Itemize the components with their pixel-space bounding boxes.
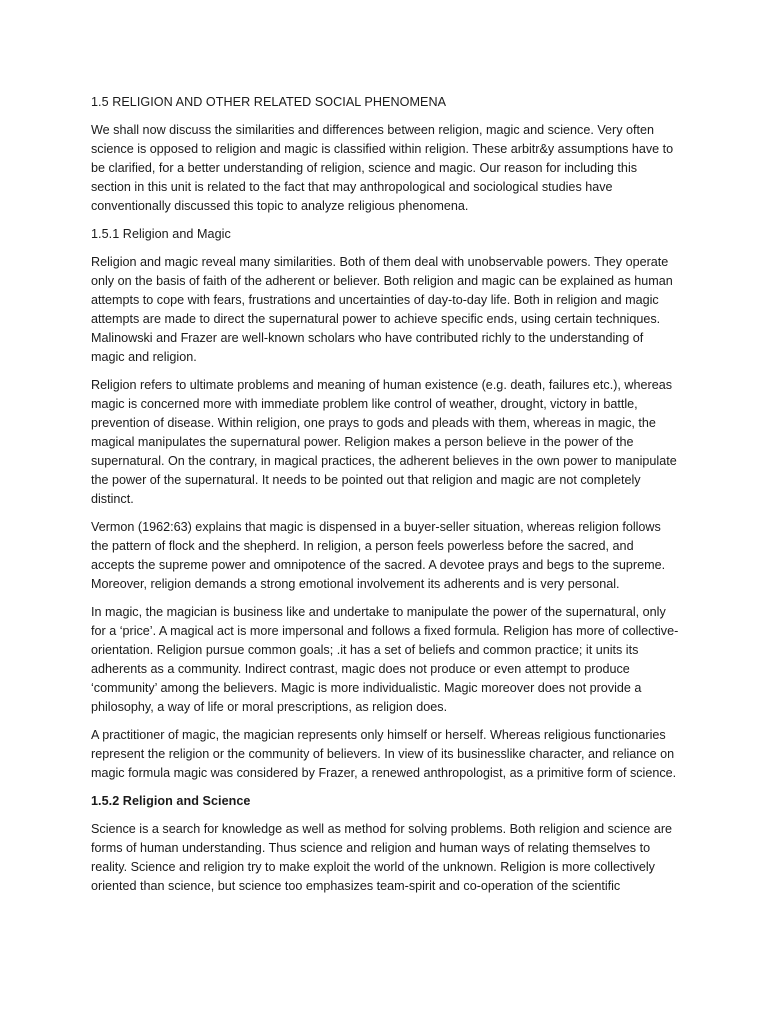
section-title: 1.5 RELIGION AND OTHER RELATED SOCIAL PHENOMENA [91, 95, 447, 109]
paragraph-science-search: Science is a search for knowledge as well as method for solving problems. Both religion and science are forms of human understanding. Thus science and religion and human ways of relating themselves to reality. Science and religion try to make exploit the world of the unknown. Religion is more collectively oriented than science, but science too emphasizes team-spirit and co-operation of the scientific [91, 822, 673, 893]
paragraph-ultimate-problems: Religion refers to ultimate problems and meaning of human existence (e.g. death, failures etc.), whereas magic is concerned more with immediate problem like control of weather, drought, victory in battle, prevention of disease. Within religion, one prays to gods and pleads with them, whereas in magic, the magical manipulates the supernatural power. Religion makes a person believe in the power of the supernatural. On the contrary, in magical practices, the adherent believes in the own power to manipulate the power of the supernatural. It needs to be pointed out that religion and magic are not completely distinct. [91, 378, 677, 506]
subsection-title-religion-and-magic: 1.5.1 Religion and Magic [91, 227, 231, 241]
paragraph-magician-business: In magic, the magician is business like and undertake to manipulate the power of the supernatural, only for a ‘price’. A magical act is more impersonal and follows a fixed formula. Religion has more of collective-orientation. Religion pursue common goals; .it has a set of beliefs and common practice; it units its adherents as a community. Indirect contrast, magic does not produce or even attempt to produce ‘community’ among the believers. Magic is more individualistic. Magic moreover does not provide a philosophy, a way of life or moral prescriptions, as religion does. [91, 605, 679, 714]
paragraph-practitioner: A practitioner of magic, the magician represents only himself or herself. Whereas religious functionaries represent the religion or the community of believers. In view of its businesslike character, and reliance on magic formula magic was considered by Frazer, a renewed anthropologist, as a primitive form of science. [91, 728, 677, 780]
intro-paragraph: We shall now discuss the similarities and differences between religion, magic and science. Very often science is opposed to religion and magic is classified within religion. These arbitr&y assumptions have to be clarified, for a better understanding of religion, science and magic. Our reason for including this section in this unit is related to the fact that may anthropological and sociological studies have conventionally discussed this topic to analyze religious phenomena. [91, 123, 674, 213]
paragraph-similarities: Religion and magic reveal many similarities. Both of them deal with unobservable powers. They operate only on the basis of faith of the adherent or believer. Both religion and magic can be explained as human attempts to cope with fears, frustrations and uncertainties of day-to-day life. Both in religion and magic attempts are made to direct the supernatural power to achieve specific ends, using certain techniques. Malinowski and Frazer are well-known scholars who have contributed richly to the understanding of magic and religion. [91, 255, 673, 364]
paragraph-vermon: Vermon (1962:63) explains that magic is dispensed in a buyer-seller situation, whereas religion follows the pattern of flock and the shepherd. In religion, a person feels powerless before the sacred, and accepts the supreme power and omnipotence of the sacred. A devotee prays and begs to the supreme. Moreover, religion demands a strong emotional involvement its adherents and is very personal. [91, 520, 666, 591]
subsection-title-religion-and-science: 1.5.2 Religion and Science [91, 794, 251, 808]
